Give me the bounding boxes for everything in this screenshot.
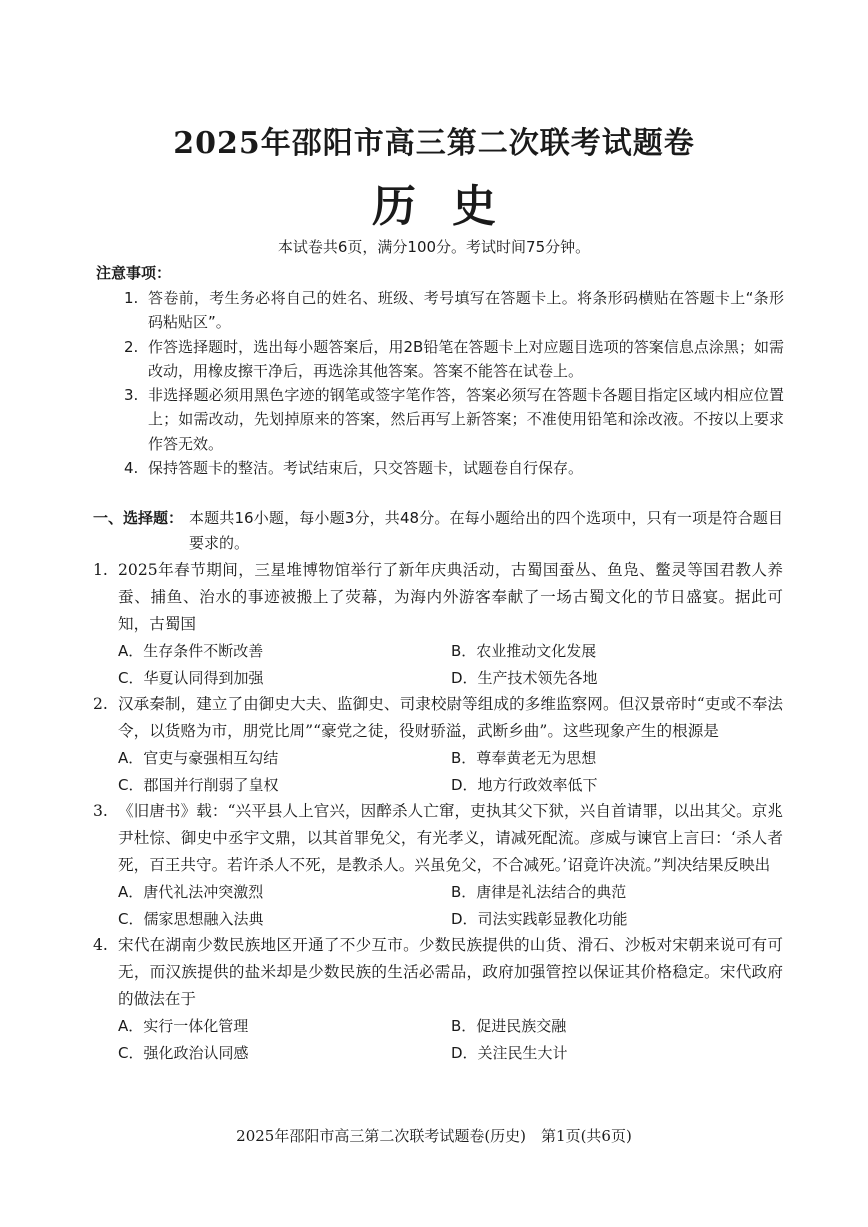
notice-number: 4. [124, 459, 139, 478]
question-1 [93, 557, 783, 638]
option-d: D．地方行政效率低下 [451, 775, 598, 794]
notice-number: 3. [124, 386, 139, 405]
option-b: B．农业推动文化发展 [451, 642, 597, 660]
section-heading [93, 506, 783, 556]
question-2-options [118, 745, 783, 798]
notice-item [124, 383, 784, 456]
subject-title: 历史 [372, 181, 532, 232]
option-a: A．官吏与豪强相互勾结 [118, 749, 279, 767]
question-stem: 汉承秦制，建立了由御史大夫、监御史、司隶校尉等组成的多维监察网。但汉景帝时“吏或不奉法令，以货赂为市，朋党比周”“豪党之徒，役财骄溢，武断乡曲”。这些现象产生的根源是 [118, 695, 783, 740]
notice-item [124, 335, 784, 384]
option-c: C．儒家思想融入法典 [118, 909, 264, 928]
question-4 [93, 932, 783, 1013]
option-a: A．实行一体化管理 [118, 1017, 249, 1035]
notice-number: 2. [124, 337, 139, 356]
exam-info: 本试卷共6页，满分100分。考试时间75分钟。 [277, 238, 591, 256]
question-number: 3. [93, 802, 108, 820]
notice-number: 1. [124, 289, 139, 307]
option-b: B．尊奉黄老无为思想 [451, 749, 597, 767]
notice-item [124, 456, 784, 480]
question-stem: 2025年春节期间，三星堆博物馆举行了新年庆典活动，古蜀国蚕丛、鱼凫、鳖灵等国君教人养蚕、捕鱼、治水的事迹被搬上了荧幕，为海内外游客奉献了一场古蜀文化的节日盛宴。据此可知，古蜀国 [118, 561, 783, 633]
option-c: C．郡国并行削弱了皇权 [118, 775, 279, 794]
question-2 [93, 691, 783, 745]
question-number: 1. [93, 561, 108, 579]
option-b: B．唐律是礼法结合的典范 [451, 883, 627, 901]
notice-text: 答卷前，考生务必将自己的姓名、班级、考号填写在答题卡上。将条形码横贴在答题卡上“条形码粘贴区”。 [148, 289, 784, 332]
option-c: C．华夏认同得到加强 [118, 668, 264, 687]
question-1-options [118, 638, 783, 691]
option-a: A．唐代礼法冲突激烈 [118, 883, 264, 901]
question-list [93, 557, 783, 1066]
option-c: C．强化政治认同感 [118, 1043, 249, 1062]
section-instructions: 本题共16小题，每小题3分，共48分。在每小题给出的四个选项中，只有一项是符合题目要求的。 [189, 509, 783, 552]
notice-list [124, 286, 784, 480]
question-3 [93, 798, 783, 879]
option-b: B．促进民族交融 [451, 1017, 567, 1035]
notice-item [124, 286, 784, 335]
option-d: D．关注民生大计 [451, 1043, 568, 1062]
notice-heading: 注意事项： [96, 264, 172, 282]
question-number: 4. [93, 936, 108, 954]
question-number: 2. [93, 695, 108, 713]
question-stem: 《旧唐书》载：“兴平县人上官兴，因醉杀人亡窜，吏执其父下狱，兴自首请罪，以出其父。京兆尹杜悰、御史中丞宇文鼎，以其首罪免父，有光孝义，请减死配流。彦威与谏官上言曰：‘杀人者死，百王共守。若许杀人不死，是教杀人。兴虽免父，不合减死。’诏竟许决流。”判决结果反映出 [118, 802, 783, 874]
option-d: D．司法实践彰显教化功能 [451, 909, 628, 928]
notice-text: 非选择题必须用黑色字迹的钢笔或签字笔作答，答案必须写在答题卡各题目指定区域内相应位置上；如需改动，先划掉原来的答案，然后再写上新答案；不准使用铅笔和涂改液。不按以上要求作答无效。 [148, 386, 784, 453]
section-label: 一、选择题： [93, 509, 184, 527]
exam-title: 2025年邵阳市高三第二次联考试题卷 [173, 126, 695, 161]
notice-text: 作答选择题时，选出每小题答案后，用2B铅笔在答题卡上对应题目选项的答案信息点涂黑；如需改动，用橡皮擦干净后，再选涂其他答案。答案不能答在试卷上。 [148, 337, 784, 380]
question-stem: 宋代在湖南少数民族地区开通了不少互市。少数民族提供的山货、滑石、沙板对宋朝来说可有可无，而汉族提供的盐米却是少数民族的生活必需品，政府加强管控以保证其价格稳定。宋代政府的做法在于 [118, 936, 783, 1008]
option-a: A．生存条件不断改善 [118, 642, 264, 660]
option-d: D．生产技术领先各地 [451, 668, 598, 687]
question-3-options [118, 879, 783, 932]
page-footer: 2025年邵阳市高三第二次联考试题卷(历史) 第1页(共6页) [236, 1127, 632, 1145]
question-4-options [118, 1013, 783, 1066]
notice-text: 保持答题卡的整洁。考试结束后，只交答题卡，试题卷自行保存。 [148, 459, 584, 478]
